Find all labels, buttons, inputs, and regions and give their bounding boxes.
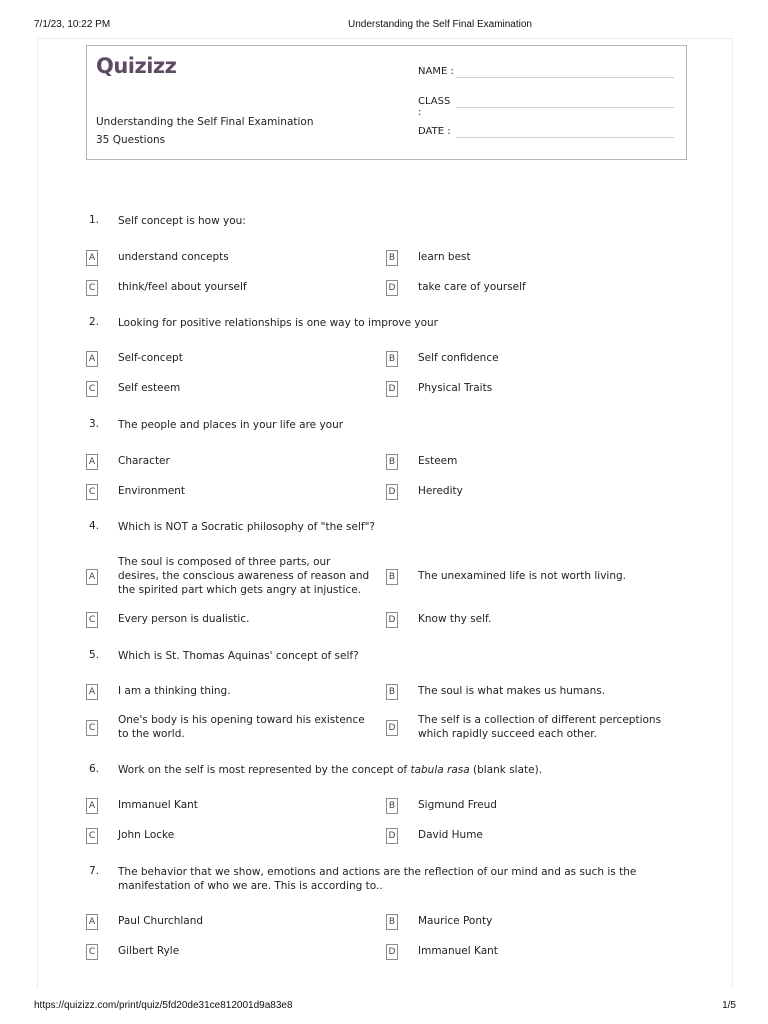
option-text: Maurice Ponty: [418, 915, 493, 927]
option-letter: A: [86, 798, 98, 814]
option-text: Character: [118, 455, 170, 467]
name-field: [418, 66, 456, 77]
option-letter: D: [386, 484, 398, 500]
question-number: 5.: [89, 649, 100, 661]
option-letter: C: [86, 484, 98, 500]
option-letter: B: [386, 684, 398, 700]
option-letter: A: [86, 351, 98, 367]
question-count: 35 Questions: [96, 134, 166, 146]
option-text: understand concepts: [118, 251, 229, 263]
option-text: Paul Churchland: [118, 915, 204, 927]
option-text: The unexamined life is not worth living.: [418, 570, 627, 582]
print-header: [0, 0, 768, 40]
option-text: Physical Traits: [418, 382, 493, 394]
option-text: Every person is dualistic.: [118, 613, 250, 625]
date-field: [418, 126, 456, 137]
option-letter: B: [386, 569, 398, 585]
option-text: I am a thinking thing.: [118, 685, 231, 697]
option-letter: D: [386, 944, 398, 960]
option-letter: A: [86, 684, 98, 700]
option-letter: A: [86, 914, 98, 930]
question-number: 3.: [89, 418, 100, 430]
question-stem: The people and places in your life are your: [118, 419, 344, 431]
question-stem: Which is St. Thomas Aquinas' concept of self?: [118, 650, 359, 662]
quiz-title: Understanding the Self Final Examination: [96, 116, 314, 128]
question-number: 6.: [89, 763, 100, 775]
option-text: Self-concept: [118, 352, 183, 364]
option-text: John Locke: [118, 829, 175, 841]
question-number: 7.: [89, 865, 100, 877]
option-letter: D: [386, 381, 398, 397]
worksheet-header: [86, 45, 687, 160]
print-footer: [0, 994, 768, 1024]
option-letter: A: [86, 569, 98, 585]
option-text: Sigmund Freud: [418, 799, 497, 811]
option-letter: D: [386, 280, 398, 296]
option-text: The soul is what makes us humans.: [418, 685, 606, 697]
option-letter: C: [86, 280, 98, 296]
print-url: https://quizizz.com/print/quiz/5fd20de31ce812001d9a83e8: [34, 1000, 293, 1011]
question-number: 1.: [89, 214, 100, 226]
option-text: Gilbert Ryle: [118, 945, 180, 957]
option-letter: B: [386, 351, 398, 367]
option-letter: C: [86, 944, 98, 960]
page-number: 1/5: [722, 1000, 736, 1011]
option-text: Environment: [118, 485, 186, 497]
name-line: [456, 77, 674, 78]
quizizz-logo: Quizizz: [96, 54, 177, 78]
question-stem: Looking for positive relationships is one way to improve your: [118, 317, 438, 329]
option-text: Heredity: [418, 485, 463, 497]
option-letter: B: [386, 798, 398, 814]
stem-text: (blank slate).: [469, 764, 543, 776]
stem-text: Work on the self is most represented by the concept of: [118, 764, 411, 776]
question-stem: Which is NOT a Socratic philosophy of "the self"?: [118, 521, 375, 533]
option-letter: A: [86, 454, 98, 470]
worksheet: [37, 38, 733, 989]
date-label: DATE :: [418, 126, 451, 137]
question-number: 4.: [89, 520, 100, 532]
option-letter: C: [86, 612, 98, 628]
option-text: Esteem: [418, 455, 458, 467]
question-stem: The behavior that we show, emotions and actions are the reflection of our mind and as such is the manifestation of who we are. This is according to..: [118, 866, 637, 892]
option-text: Immanuel Kant: [118, 799, 198, 811]
option-text: Self esteem: [118, 382, 181, 394]
option-letter: C: [86, 720, 98, 736]
option-text: take care of yourself: [418, 281, 526, 293]
class-field: [418, 96, 456, 118]
option-letter: D: [386, 720, 398, 736]
option-text: Immanuel Kant: [418, 945, 498, 957]
option-letter: B: [386, 250, 398, 266]
option-text: Self confidence: [418, 352, 499, 364]
option-letter: B: [386, 914, 398, 930]
option-text: David Hume: [418, 829, 483, 841]
question-stem: Self concept is how you:: [118, 215, 246, 227]
option-text: think/feel about yourself: [118, 281, 247, 293]
option-letter: C: [86, 381, 98, 397]
option-letter: B: [386, 454, 398, 470]
option-text: One's body is his opening toward his existence to the world.: [118, 714, 365, 740]
option-text: The soul is composed of three parts, our desires, the conscious awareness of reason and the spirited part which gets angry at injustice.: [118, 556, 370, 596]
class-label: CLASS :: [418, 96, 451, 118]
print-datetime: 7/1/23, 10:22 PM: [34, 19, 111, 30]
option-text: learn best: [418, 251, 471, 263]
option-letter: A: [86, 250, 98, 266]
class-line: [456, 107, 674, 108]
stem-emphasis: tabula rasa: [410, 764, 470, 776]
option-text: Know thy self.: [418, 613, 492, 625]
option-letter: D: [386, 612, 398, 628]
name-label: NAME :: [418, 66, 454, 77]
date-line: [456, 137, 674, 138]
option-letter: C: [86, 828, 98, 844]
option-text: The self is a collection of different perceptions which rapidly succeed each other.: [418, 714, 662, 740]
print-doc-title: Understanding the Self Final Examination: [348, 19, 532, 30]
question-number: 2.: [89, 316, 100, 328]
question-stem: [118, 763, 678, 777]
option-letter: D: [386, 828, 398, 844]
